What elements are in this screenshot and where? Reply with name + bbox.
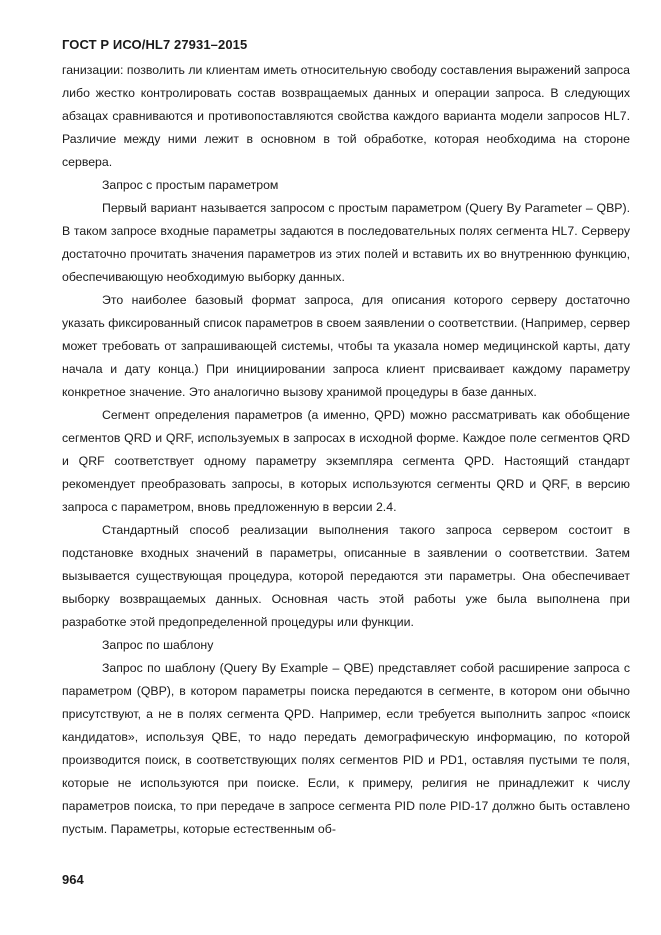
subheading-query-by-parameter: Запрос с простым параметром <box>102 178 279 192</box>
paragraph-qpd-segment: Сегмент определения параметров (а именно, QPD) можно рассматривать как обобщение сегментов QRD и QRF, используемых в запросах в исходной форме. Каждое поле сегментов QRD и QRF соответствует одному параметру экземпляра сегмента QPD. Настоящий стандарт рекомендует преобразовать запросы, в которых используются сегменты QRD и QRF, в версию запроса с параметром, вновь предложенную в версии 2.4. <box>62 408 630 514</box>
subheading-query-by-example: Запрос по шаблону <box>102 638 214 652</box>
running-header: ГОСТ Р ИСО/HL7 27931–2015 <box>62 37 248 52</box>
paragraph-qbe-intro: Запрос по шаблону (Query By Example – QBE) представляет собой расширение запроса с параметром (QBP), в котором параметры поиска передаются в сегменте, в котором они обычно присутствуют, а не в полях сегмента QPD. Например, если требуется выполнить запрос «поиск кандидатов», используя QBE, то надо передать демографическую информацию, по которой производится поиск, в соответствующих полях сегментов PID и PD1, оставляя пустыми те поля, которые не используются при поиске. Если, к примеру, религия не принадлежит к числу параметров поиска, то при передаче в запросе сегмента PID поле PID-17 должно быть оставлено пустым. Параметры, которые естественным об- <box>62 661 630 836</box>
paragraph-standard-implementation: Стандартный способ реализации выполнения такого запроса сервером состоит в подстановке входных значений в параметры, описанные в заявлении о соответствии. Затем вызывается существующая процедура, которой передаются эти параметры. Она обеспечивает выборку возвращаемых данных. Основная часть этой работы уже была выполнена при разработке этой предопределенной процедуры или функции. <box>62 523 630 629</box>
paragraph-basic-format: Это наиболее базовый формат запроса, для описания которого серверу достаточно указать фиксированный список параметров в своем заявлении о соответствии. (Например, сервер может требовать от запрашивающей системы, чтобы та указала номер медицинской карты, дату начала и дату конца.) При инициировании запроса клиент присваивает каждому параметру конкретное значение. Это аналогично вызову хранимой процедуры в базе данных. <box>62 293 630 399</box>
paragraph-continuation: ганизации: позволить ли клиентам иметь относительную свободу составления выражений запроса либо жестко контролировать состав возвращаемых данных и операции запроса. В следующих абзацах сравниваются и противопоставляются свойства каждого варианта модели запросов HL7. Различие между ними лежит в основном в той обработке, которая необходима на стороне сервера. <box>62 63 630 169</box>
page-number: 964 <box>62 872 84 887</box>
paragraph-qbp-intro: Первый вариант называется запросом с простым параметром (Query By Parameter – QBP). В таком запросе входные параметры задаются в последовательных полях сегмента HL7. Серверу достаточно прочитать значения параметров из этих полей и вставить их во внутреннюю функцию, обеспечивающую необходимую выборку данных. <box>62 201 630 284</box>
body-text <box>62 59 630 841</box>
